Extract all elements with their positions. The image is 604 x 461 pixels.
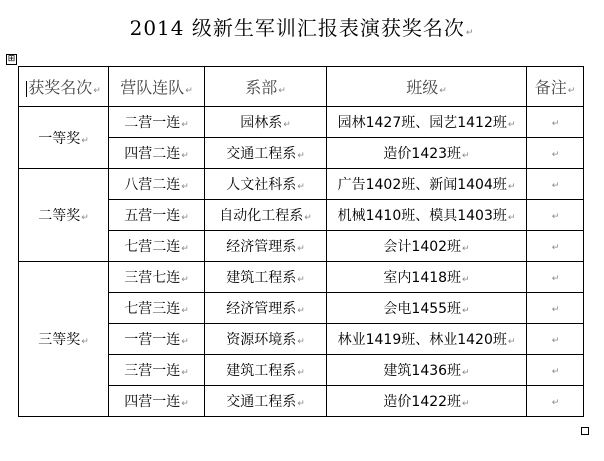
remark-cell[interactable] <box>527 262 584 293</box>
end-of-cell-icon: ↵ <box>439 86 447 96</box>
header-cell-class[interactable] <box>327 67 527 107</box>
class-cell-text: 广告1402班、新闻1404班 <box>337 177 507 193</box>
department-cell-text: 人文社科系 <box>226 177 297 193</box>
company-cell-text: 七营三连 <box>124 301 181 317</box>
company-cell[interactable] <box>109 138 205 169</box>
company-cell[interactable] <box>109 293 205 324</box>
end-of-cell-icon: ↵ <box>462 306 470 316</box>
class-cell-text: 机械1410班、模具1403班 <box>337 208 507 224</box>
end-of-cell-icon: ↵ <box>462 275 470 285</box>
table-row <box>19 262 584 293</box>
class-cell[interactable] <box>327 293 527 324</box>
header-label: 营队连队 <box>120 78 185 97</box>
document-title-text: 2014 级新生军训汇报表演获奖名次 <box>129 16 465 40</box>
remark-cell[interactable] <box>527 200 584 231</box>
end-of-cell-icon: ↵ <box>297 399 305 409</box>
department-cell[interactable] <box>205 262 327 293</box>
end-of-cell-icon: ↵ <box>551 181 560 191</box>
company-cell-text: 八营二连 <box>124 177 181 193</box>
company-cell-text: 七营二连 <box>124 239 181 255</box>
end-of-cell-icon: ↵ <box>181 182 189 192</box>
document-title <box>0 12 604 41</box>
end-of-cell-icon: ↵ <box>462 368 470 378</box>
end-of-cell-icon: ↵ <box>181 213 189 223</box>
end-of-cell-icon: ↵ <box>181 337 189 347</box>
company-cell[interactable] <box>109 262 205 293</box>
remark-cell[interactable] <box>527 169 584 200</box>
department-cell-text: 交通工程系 <box>226 146 297 162</box>
end-of-cell-icon: ↵ <box>507 337 516 347</box>
company-cell[interactable] <box>109 200 205 231</box>
end-of-cell-icon: ↵ <box>507 182 516 192</box>
paragraph-mark-icon: ↵ <box>465 28 475 38</box>
department-cell[interactable] <box>205 138 327 169</box>
department-cell-text: 经济管理系 <box>226 301 297 317</box>
department-cell[interactable] <box>205 293 327 324</box>
end-of-cell-icon: ↵ <box>181 151 189 161</box>
end-of-cell-icon: ↵ <box>304 213 312 223</box>
department-cell[interactable] <box>205 107 327 138</box>
end-of-cell-icon: ↵ <box>551 243 560 253</box>
end-of-cell-icon: ↵ <box>462 151 470 161</box>
department-cell-text: 交通工程系 <box>226 394 297 410</box>
class-cell-text: 造价1423班 <box>383 146 462 162</box>
end-of-cell-icon: ↵ <box>181 306 189 316</box>
class-cell[interactable] <box>327 107 527 138</box>
class-cell-text: 室内1418班 <box>383 270 462 286</box>
end-of-cell-icon: ↵ <box>81 337 89 347</box>
table-resize-handle[interactable] <box>581 427 589 435</box>
department-cell[interactable] <box>205 324 327 355</box>
department-cell[interactable] <box>205 200 327 231</box>
remark-cell[interactable] <box>527 293 584 324</box>
department-cell-text: 资源环境系 <box>226 332 297 348</box>
header-cell-company[interactable] <box>109 67 205 107</box>
end-of-cell-icon: ↵ <box>297 244 305 254</box>
end-of-cell-icon: ↵ <box>297 306 305 316</box>
remark-cell[interactable] <box>527 324 584 355</box>
class-cell-text: 园林1427班、园艺1412班 <box>337 115 507 131</box>
awards-table <box>18 66 584 417</box>
company-cell-text: 三营一连 <box>124 363 181 379</box>
department-cell[interactable] <box>205 386 327 417</box>
award-rank-cell[interactable] <box>19 169 109 262</box>
end-of-cell-icon: ↵ <box>507 213 516 223</box>
award-rank-cell-text: 二等奖 <box>38 208 81 224</box>
class-cell[interactable] <box>327 169 527 200</box>
end-of-cell-icon: ↵ <box>297 337 305 347</box>
company-cell-text: 五营一连 <box>124 208 181 224</box>
header-cell-award[interactable] <box>19 67 109 107</box>
remark-cell[interactable] <box>527 386 584 417</box>
end-of-cell-icon: ↵ <box>551 305 560 315</box>
end-of-cell-icon: ↵ <box>551 119 560 129</box>
end-of-cell-icon: ↵ <box>297 275 305 285</box>
end-of-cell-icon: ↵ <box>283 120 291 130</box>
company-cell[interactable] <box>109 107 205 138</box>
end-of-cell-icon: ↵ <box>181 120 189 130</box>
class-cell-text: 会计1402班 <box>383 239 462 255</box>
class-cell[interactable] <box>327 138 527 169</box>
class-cell-text: 会电1455班 <box>383 301 462 317</box>
company-cell[interactable] <box>109 169 205 200</box>
table-move-handle-icon[interactable]: ⊞ <box>7 54 16 64</box>
remark-cell[interactable] <box>527 107 584 138</box>
end-of-cell-icon: ↵ <box>181 368 189 378</box>
awards-table-body <box>19 67 584 417</box>
end-of-cell-icon: ↵ <box>567 86 576 96</box>
table-header-row <box>19 67 584 107</box>
company-cell-text: 三营七连 <box>124 270 181 286</box>
end-of-cell-icon: ↵ <box>297 151 305 161</box>
header-cell-remark[interactable] <box>527 67 584 107</box>
header-label: 备注 <box>534 78 567 97</box>
end-of-cell-icon: ↵ <box>93 86 101 96</box>
header-cell-department[interactable] <box>205 67 327 107</box>
end-of-cell-icon: ↵ <box>181 244 189 254</box>
end-of-cell-icon: ↵ <box>297 182 305 192</box>
class-cell[interactable] <box>327 231 527 262</box>
award-rank-cell-text: 一等奖 <box>38 130 81 147</box>
end-of-cell-icon: ↵ <box>181 399 189 409</box>
remark-cell[interactable] <box>527 138 584 169</box>
company-cell-text: 一营一连 <box>124 332 181 348</box>
end-of-cell-icon: ↵ <box>462 244 470 254</box>
class-cell-text: 造价1422班 <box>383 394 462 410</box>
department-cell[interactable] <box>205 355 327 386</box>
class-cell[interactable] <box>327 324 527 355</box>
department-cell-text: 经济管理系 <box>226 239 297 255</box>
end-of-cell-icon: ↵ <box>507 120 516 130</box>
end-of-cell-icon: ↵ <box>297 368 305 378</box>
department-cell-text: 园林系 <box>240 115 283 131</box>
end-of-cell-icon: ↵ <box>551 367 560 377</box>
end-of-cell-icon: ↵ <box>278 86 286 96</box>
company-cell-text: 二营一连 <box>124 115 181 131</box>
department-cell[interactable] <box>205 169 327 200</box>
table-row <box>19 169 584 200</box>
class-cell-text: 建筑1436班 <box>383 363 462 379</box>
header-label: 获奖名次 <box>28 78 93 97</box>
end-of-cell-icon: ↵ <box>551 150 560 160</box>
class-cell-text: 林业1419班、林业1420班 <box>337 332 507 348</box>
remark-cell[interactable] <box>527 231 584 262</box>
end-of-cell-icon: ↵ <box>185 86 193 96</box>
company-cell[interactable] <box>109 231 205 262</box>
end-of-cell-icon: ↵ <box>551 274 560 284</box>
company-cell-text: 四营一连 <box>124 394 181 410</box>
company-cell[interactable] <box>109 324 205 355</box>
end-of-cell-icon: ↵ <box>81 213 89 223</box>
department-cell[interactable] <box>205 231 327 262</box>
department-cell-text: 建筑工程系 <box>226 363 297 379</box>
class-cell[interactable] <box>327 355 527 386</box>
department-cell-text: 建筑工程系 <box>226 270 297 286</box>
header-label: 系部 <box>245 78 278 97</box>
award-rank-cell[interactable] <box>19 107 109 169</box>
end-of-cell-icon: ↵ <box>551 336 560 346</box>
company-cell[interactable] <box>109 386 205 417</box>
end-of-cell-icon: ↵ <box>551 212 560 222</box>
class-cell[interactable] <box>327 262 527 293</box>
end-of-cell-icon: ↵ <box>81 135 89 146</box>
end-of-cell-icon: ↵ <box>181 275 189 285</box>
end-of-cell-icon: ↵ <box>551 398 560 408</box>
award-rank-cell-text: 三等奖 <box>38 332 81 348</box>
company-cell-text: 四营二连 <box>124 146 181 162</box>
end-of-cell-icon: ↵ <box>462 399 470 409</box>
table-row <box>19 107 584 138</box>
company-cell[interactable] <box>109 355 205 386</box>
department-cell-text: 自动化工程系 <box>219 208 304 224</box>
header-label: 班级 <box>406 78 439 97</box>
remark-cell[interactable] <box>527 355 584 386</box>
class-cell[interactable] <box>327 386 527 417</box>
award-rank-cell[interactable] <box>19 262 109 417</box>
class-cell[interactable] <box>327 200 527 231</box>
